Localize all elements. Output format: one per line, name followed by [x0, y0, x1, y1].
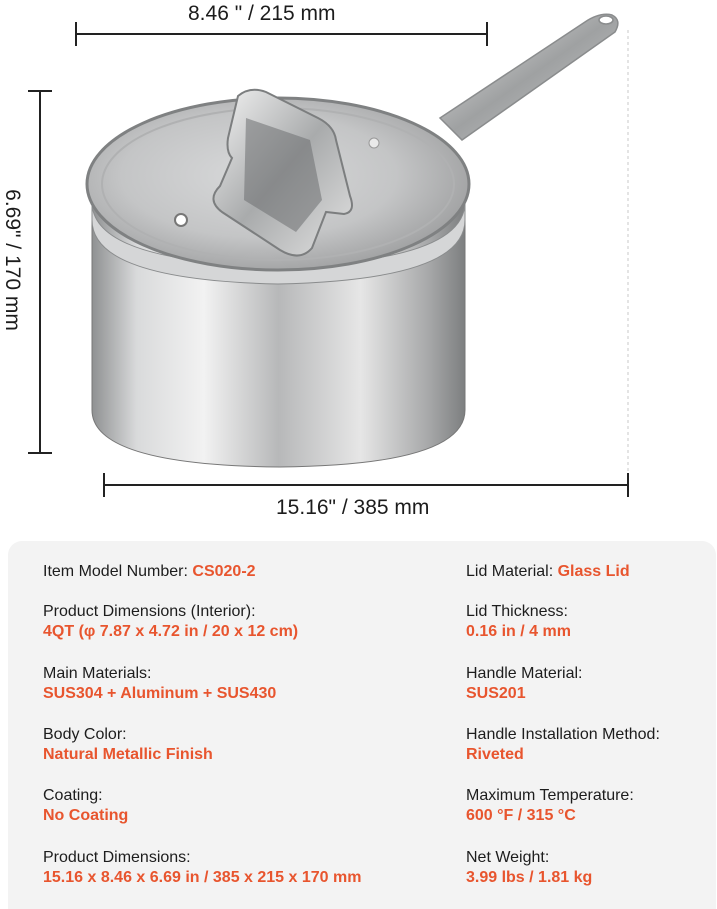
- spec-net-weight: [466, 848, 706, 888]
- spec-lid-material: [466, 562, 706, 582]
- spec-coating: [43, 786, 443, 826]
- spec-value: No Coating: [43, 807, 129, 824]
- spec-label: Item Model Number:: [43, 563, 188, 580]
- spec-value: 3.99 lbs / 1.81 kg: [466, 869, 593, 886]
- spec-body-color: [43, 725, 443, 765]
- spec-label: Product Dimensions (Interior):: [43, 603, 256, 620]
- spec-label: Maximum Temperature:: [466, 787, 634, 804]
- height-dimension-label: 6.69" / 170 mm: [1, 189, 24, 331]
- spec-label: Lid Material:: [466, 563, 554, 580]
- spec-handle-material: [466, 664, 706, 704]
- spec-label: Handle Material:: [466, 665, 583, 682]
- spec-value: 4QT (φ 7.87 x 4.72 in / 20 x 12 cm): [43, 623, 299, 640]
- spec-main-materials: [43, 664, 443, 704]
- spec-product-dimensions: [43, 848, 443, 888]
- spec-lid-thickness: [466, 602, 706, 642]
- spec-label: Product Dimensions:: [43, 849, 191, 866]
- spec-value: SUS304 + Aluminum + SUS430: [43, 685, 277, 702]
- spec-label: Body Color:: [43, 726, 127, 743]
- spec-value: 600 °F / 315 °C: [466, 807, 576, 824]
- spec-value: Natural Metallic Finish: [43, 746, 213, 763]
- spec-value: SUS201: [466, 685, 526, 702]
- spec-maximum-temperature: [466, 786, 706, 826]
- spec-value: 15.16 x 8.46 x 6.69 in / 385 x 215 x 170 mm: [43, 869, 362, 886]
- spec-item-model: [43, 562, 443, 582]
- width-dimension-label: 8.46 " / 215 mm: [188, 2, 336, 25]
- spec-value: 0.16 in / 4 mm: [466, 623, 571, 640]
- length-dimension-label: 15.16" / 385 mm: [276, 496, 430, 519]
- spec-value: Riveted: [466, 746, 524, 763]
- spec-label: Lid Thickness:: [466, 603, 568, 620]
- spec-value: CS020-2: [192, 563, 256, 580]
- spec-interior-dimensions: [43, 602, 443, 642]
- spec-label: Coating:: [43, 787, 103, 804]
- spec-handle-installation: [466, 725, 706, 765]
- spec-label: Net Weight:: [466, 849, 550, 866]
- spec-value: Glass Lid: [557, 563, 630, 580]
- spec-label: Main Materials:: [43, 665, 152, 682]
- spec-label: Handle Installation Method:: [466, 726, 660, 743]
